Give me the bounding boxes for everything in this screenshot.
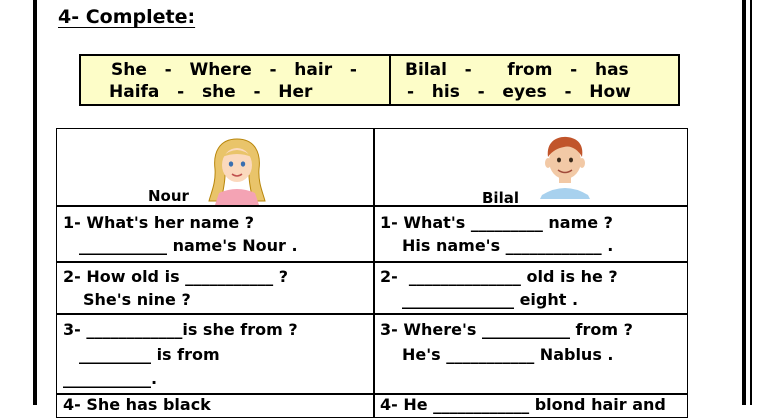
word-bank [79,54,680,106]
nour-answer-3-continued: ___________. [63,369,158,388]
girl-portrait-icon [207,135,267,205]
page-border-left [33,0,37,405]
bilal-answer-3: He's ___________ Nablus . [402,345,614,364]
nour-question-2: 2- How old is ___________ ? [63,267,289,286]
boy-portrait-icon [534,133,596,199]
nour-answer-1: ___________ name's Nour . [79,236,298,255]
bilal-answer-2: ______________ eight . [402,290,579,309]
word-bank-right-row2: - his - eyes - How [407,82,631,102]
word-bank-divider [389,56,391,104]
bilal-question-1: 1- What's _________ name ? [380,213,613,232]
page-border-right [742,0,746,405]
table-column-divider [373,129,375,417]
worksheet-table [56,128,688,418]
exercise-heading: 4- Complete: [58,6,196,28]
nour-question-3: 3- ____________is she from ? [63,320,298,339]
table-row-divider [57,205,687,207]
page-border-right-inner [750,0,752,405]
word-bank-left-row1: She - Where - hair - [111,60,357,80]
nour-answer-3: _________ is from [79,345,220,364]
word-bank-right-row1: Bilal - from - has [405,60,629,80]
nour-question-4: 4- She has black [63,395,211,414]
word-bank-left-row2: Haifa - she - Her [109,82,313,102]
nour-question-1: 1- What's her name ? [63,213,255,232]
table-row-divider [57,313,687,315]
bilal-question-4: 4- He ____________ blond hair and [380,395,666,414]
table-row-divider [57,261,687,263]
nour-answer-2: She's nine ? [83,290,191,309]
bilal-answer-1: His name's ____________ . [402,236,614,255]
bilal-question-3: 3- Where's ___________ from ? [380,320,633,339]
bilal-name-label: Bilal [482,189,519,207]
bilal-question-2: 2- ______________ old is he ? [380,267,618,286]
nour-name-label: Nour [148,187,189,205]
